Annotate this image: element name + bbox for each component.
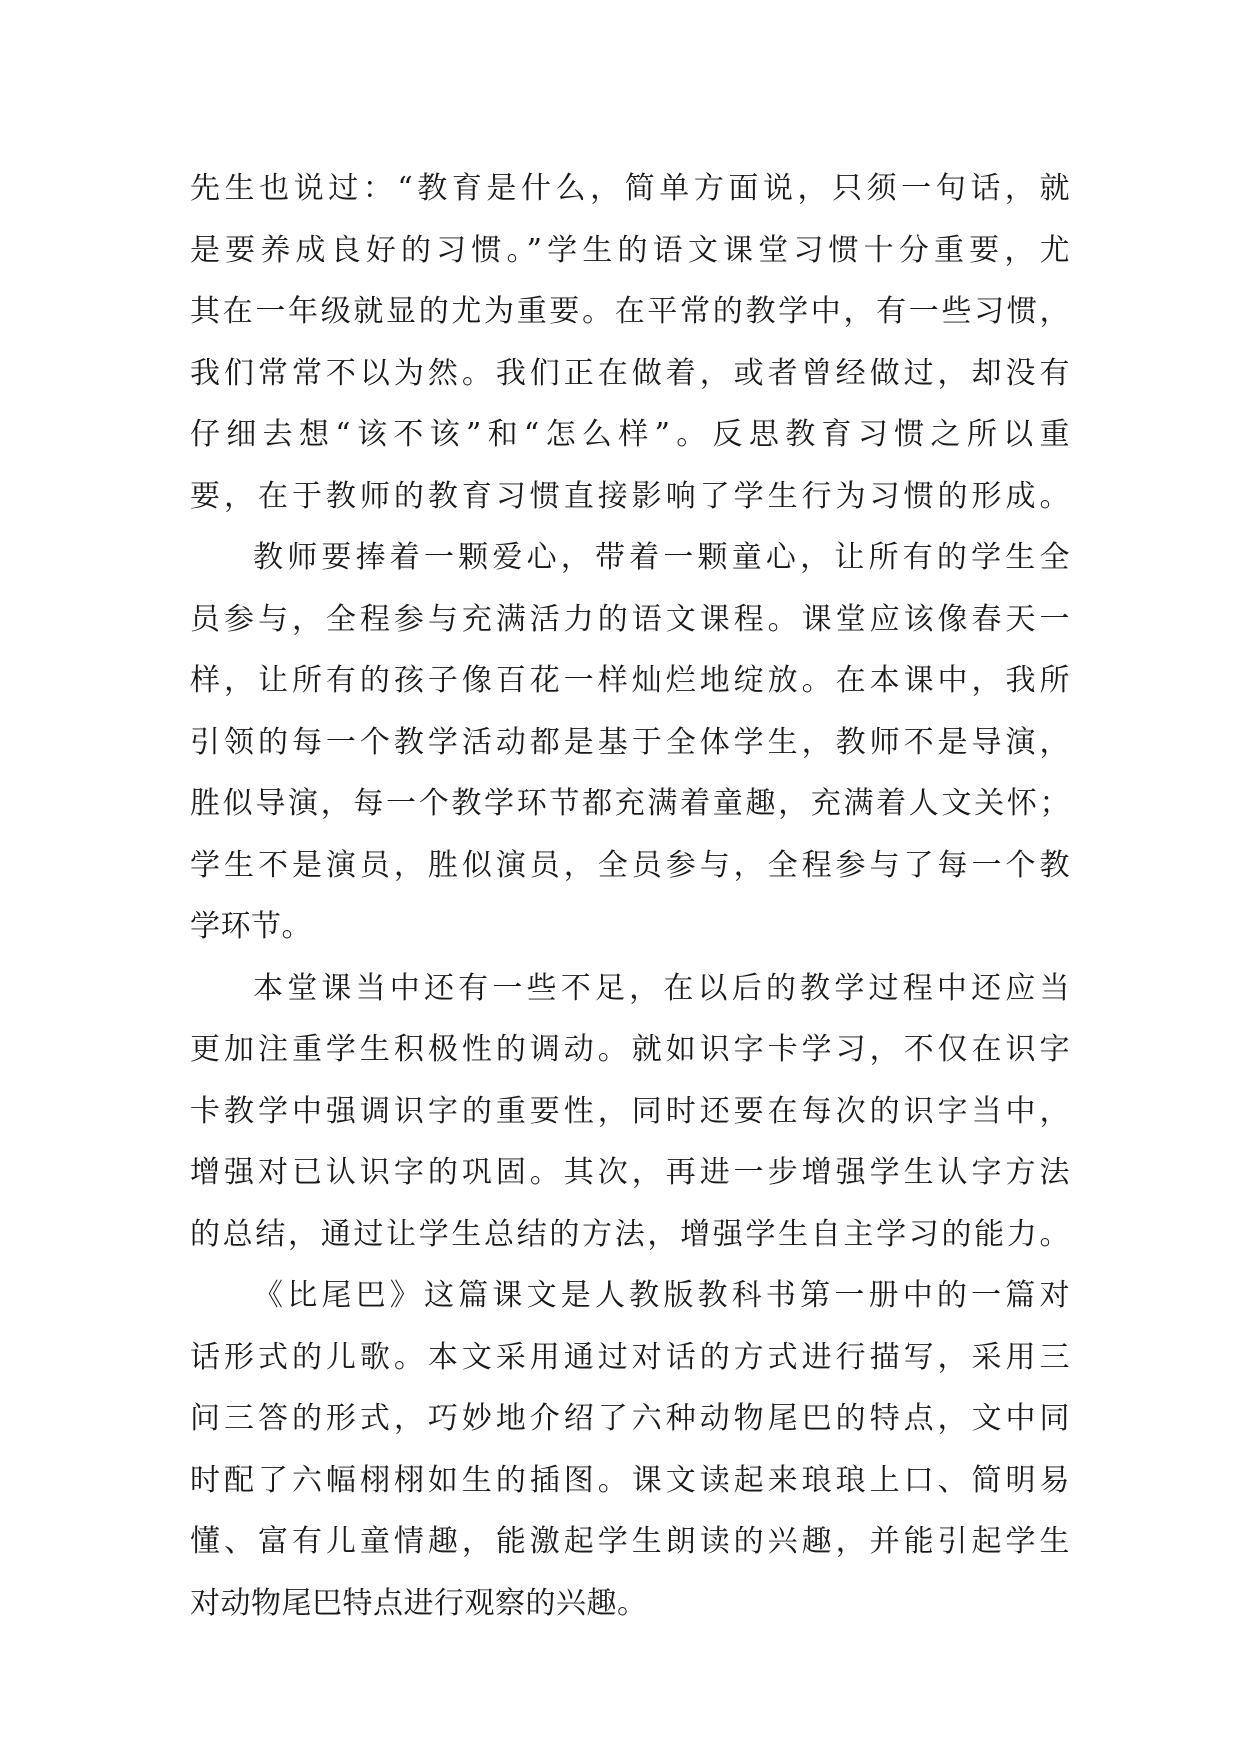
text-line: 仔细去想“该不该”和“怎么样”。反思教育习惯之所以重 [190,417,1070,452]
text-line: 员参与，全程参与充满活力的语文课程。课堂应该像春天一 [190,601,1070,637]
text-line: 我们常常不以为然。我们正在做着，或者曾经做过，却没有 [190,355,1070,391]
text-line: 学生不是演员，胜似演员，全员参与，全程参与了每一个教 [190,847,1070,883]
text-line: 胜似导演，每一个教学环节都充满着童趣，充满着人文关怀； [190,786,1070,821]
text-line: 卡教学中强调识字的重要性，同时还要在每次的识字当中， [190,1093,1070,1129]
text-line: 时配了六幅栩栩如生的插图。课文读起来琅琅上口、简明易 [190,1462,1070,1498]
text-line: 是要养成良好的习惯。”学生的语文课堂习惯十分重要，尤 [190,232,1070,268]
body-text [190,158,1070,1634]
paragraph-3 [190,958,1070,1266]
text-line: 学环节。 [190,909,312,944]
paragraph-1 [190,158,1070,527]
text-line: 懂、富有儿童情趣，能激起学生朗读的兴趣，并能引起学生 [190,1524,1070,1559]
text-line: 其在一年级就显的尤为重要。在平常的教学中，有一些习惯， [190,294,1070,329]
text-line: 教师要捧着一颗爱心，带着一颗童心，让所有的学生全 [253,540,1070,575]
text-line: 话形式的儿歌。本文采用通过对话的方式进行描写，采用三 [190,1339,1070,1375]
text-line: 的总结，通过让学生总结的方法，增强学生自主学习的能力。 [190,1216,1070,1252]
text-line: 《比尾巴》这篇课文是人教版教科书第一册中的一篇对 [253,1278,1070,1313]
text-line: 增强对已认识字的巩固。其次，再进一步增强学生认字方法 [190,1155,1070,1190]
text-line: 引领的每一个教学活动都是基于全体学生，教师不是导演， [190,724,1070,760]
text-line: 先生也说过：“教育是什么，简单方面说，只须一句话，就 [190,171,1070,206]
text-line: 要，在于教师的教育习惯直接影响了学生行为习惯的形成。 [190,478,1070,514]
text-line: 本堂课当中还有一些不足，在以后的教学过程中还应当 [253,970,1070,1006]
text-line: 对动物尾巴特点进行观察的兴趣。 [190,1585,648,1621]
text-line: 样，让所有的孩子像百花一样灿烂地绽放。在本课中，我所 [190,663,1070,698]
text-line: 问三答的形式，巧妙地介绍了六种动物尾巴的特点，文中同 [190,1401,1070,1436]
paragraph-2 [190,527,1070,958]
text-line: 更加注重学生积极性的调动。就如识字卡学习，不仅在识字 [190,1032,1070,1067]
paragraph-4 [190,1265,1070,1634]
